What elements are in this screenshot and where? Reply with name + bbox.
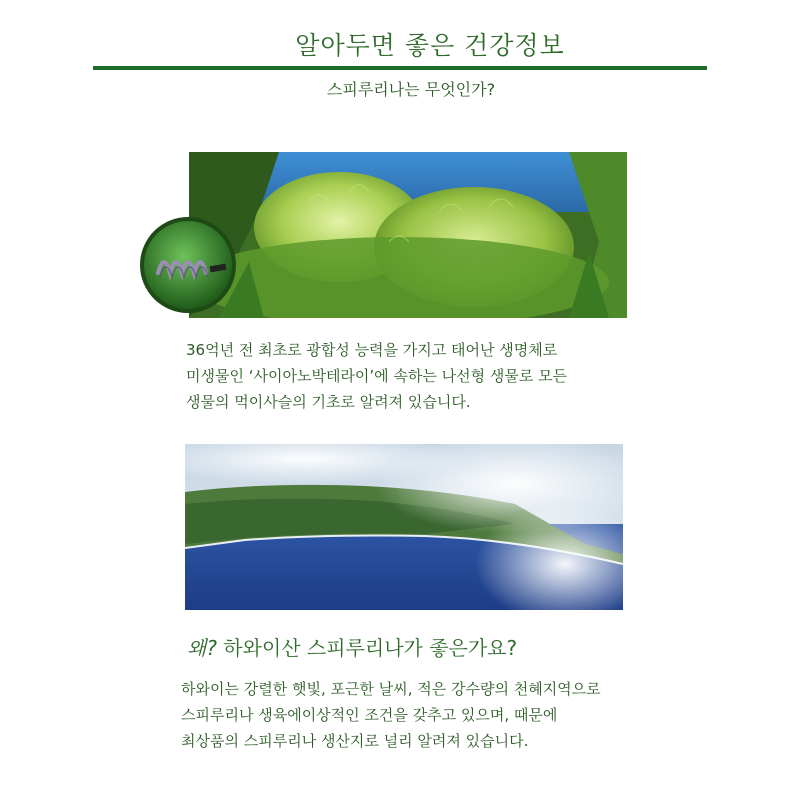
title-divider: [93, 66, 707, 70]
heading-text: 하와이산 스피루리나가 좋은가요?: [216, 636, 518, 660]
algae-photo: [189, 152, 627, 318]
page-subtitle: 스피루리나는 무엇인가?: [326, 80, 496, 99]
text-line: 생물의 먹이사슬의 기초로 알려져 있습니다.: [186, 393, 471, 411]
hawaii-coast-photo: [185, 444, 623, 610]
spirulina-microscope-badge: [138, 215, 238, 315]
spirulina-description: [186, 337, 567, 415]
text-line: 미생물인 ‘사이아노박테라이’에 속하는 나선형 생물로 모든: [186, 367, 568, 385]
hawaii-description: [181, 676, 601, 754]
text-line: 하와이는 강렬한 햇빛, 포근한 날씨, 적은 강수량의 천혜지역으로: [181, 680, 601, 698]
text-line: 스피루리나 생육에이상적인 조건을 갖추고 있으며, 때문에: [181, 706, 558, 724]
why-hawaii-heading: [187, 632, 517, 661]
text-line: 최상품의 스피루리나 생산지로 널리 알려져 있습니다.: [181, 732, 529, 750]
heading-emphasis: 왜?: [187, 636, 217, 660]
text-line: 36억년 전 최초로 광합성 능력을 가지고 태어난 생명체로: [186, 341, 558, 359]
page-title: 알아두면 좋은 건강정보: [295, 31, 565, 60]
